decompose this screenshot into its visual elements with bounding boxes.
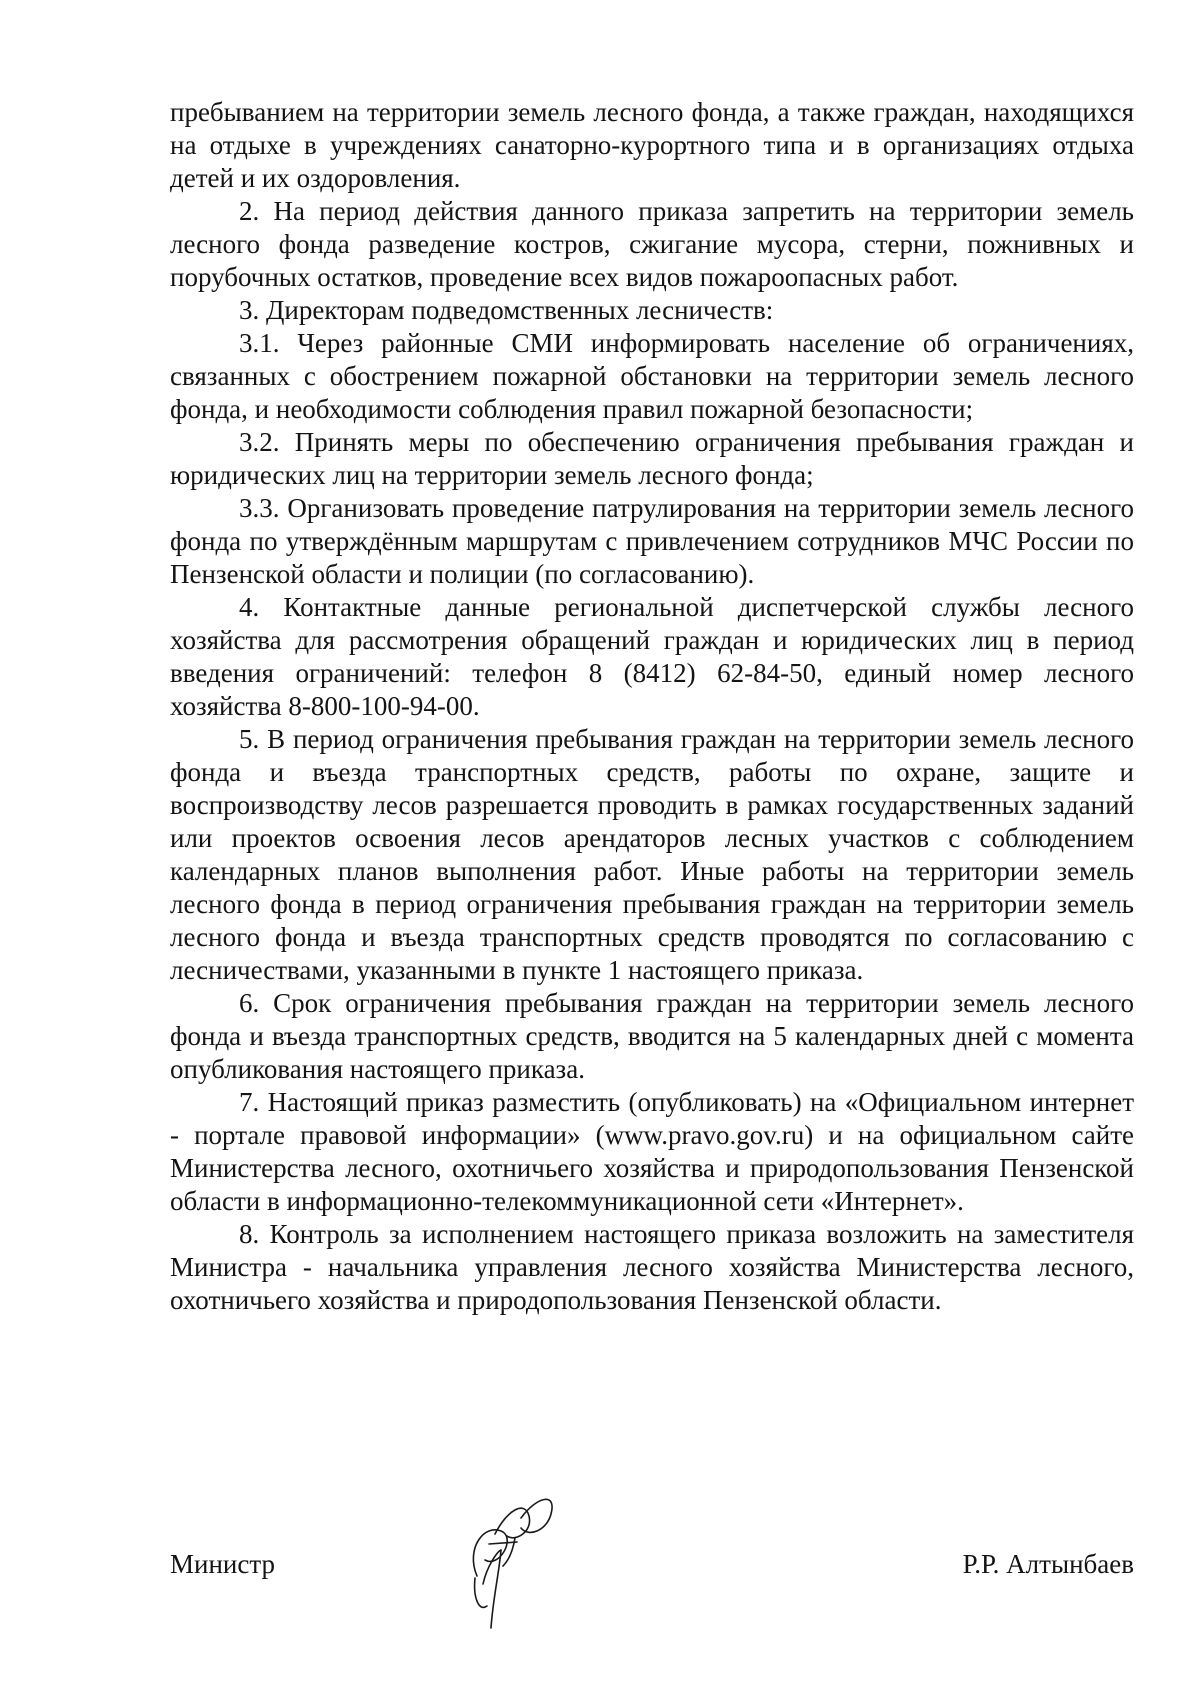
paragraph-item-3-2: 3.2. Принять меры по обеспечению ограничения пребывания граждан и юридических лиц на территории земель лесного фонда; [170,427,1134,490]
paragraph-item-2: 2. На период действия данного приказа запретить на территории земель лесного фонда разведение костров, сжигание мусора, стерни, пожнивных и порубочных остатков, проведение всех видов пожароопасных работ. [170,196,1134,292]
signature-block [170,1548,1134,1588]
paragraph-item-6: 6. Срок ограничения пребывания граждан на территории земель лесного фонда и въезда транспортных средств, вводится на 5 календарных дней с момента опубликования настоящего приказа. [170,988,1134,1084]
paragraph-continuation: пребыванием на территории земель лесного фонда, а также граждан, находящихся на отдыхе в учреждениях санаторно-курортного типа и в организациях отдыха детей и их оздоровления. [170,97,1134,193]
paragraph-item-8: 8. Контроль за исполнением настоящего приказа возложить на заместителя Министра - начальника управления лесного хозяйства Министерства лесного, охотничьего хозяйства и природопользования Пензенской области. [170,1219,1134,1315]
paragraph-item-5: 5. В период ограничения пребывания граждан на территории земель лесного фонда и въезда транспортных средств, работы по охране, защите и воспроизводству лесов разрешается проводить в рамках государственных заданий или проектов освоения лесов арендаторов лесных участков с соблюдением календарных планов выполнения работ. Иные работы на территории земель лесного фонда в период ограничения пребывания граждан на территории земель лесного фонда и въезда транспортных средств проводятся по согласованию с лесничествами, указанными в пункте 1 настоящего приказа. [170,724,1134,985]
paragraph-item-3: 3. Директорам подведомственных лесничеств: [239,295,774,325]
paragraph-item-7: 7. Настоящий приказ разместить (опубликовать) на «Официальном интернет - портале правовой информации» (www.pravo.gov.ru) и на официальном сайте Министерства лесного, охотничьего хозяйства и природопользования Пензенской области в информационно-телекоммуникационной сети «Интернет». [170,1087,1134,1216]
paragraph-item-3-1: 3.1. Через районные СМИ информировать население об ограничениях, связанных с обострением пожарной обстановки на территории земель лесного фонда, и необходимости соблюдения правил пожарной безопасности; [170,328,1134,424]
paragraph-item-3-3: 3.3. Организовать проведение патрулирования на территории земель лесного фонда по утверждённым маршрутам с привлечением сотрудников МЧС России по Пензенской области и полиции (по согласованию). [170,493,1134,589]
signatory-title: Министр [170,1549,275,1579]
paragraph-item-4: 4. Контактные данные региональной диспетчерской службы лесного хозяйства для рассмотрения обращений граждан и юридических лиц в период введения ограничений: телефон 8 (8412) 62-84-50, единый номер лесного хозяйства 8-800-100-94-00. [170,592,1134,721]
signatory-name: Р.Р. Алтынбаев [962,1549,1134,1579]
document-body [170,96,1134,1317]
